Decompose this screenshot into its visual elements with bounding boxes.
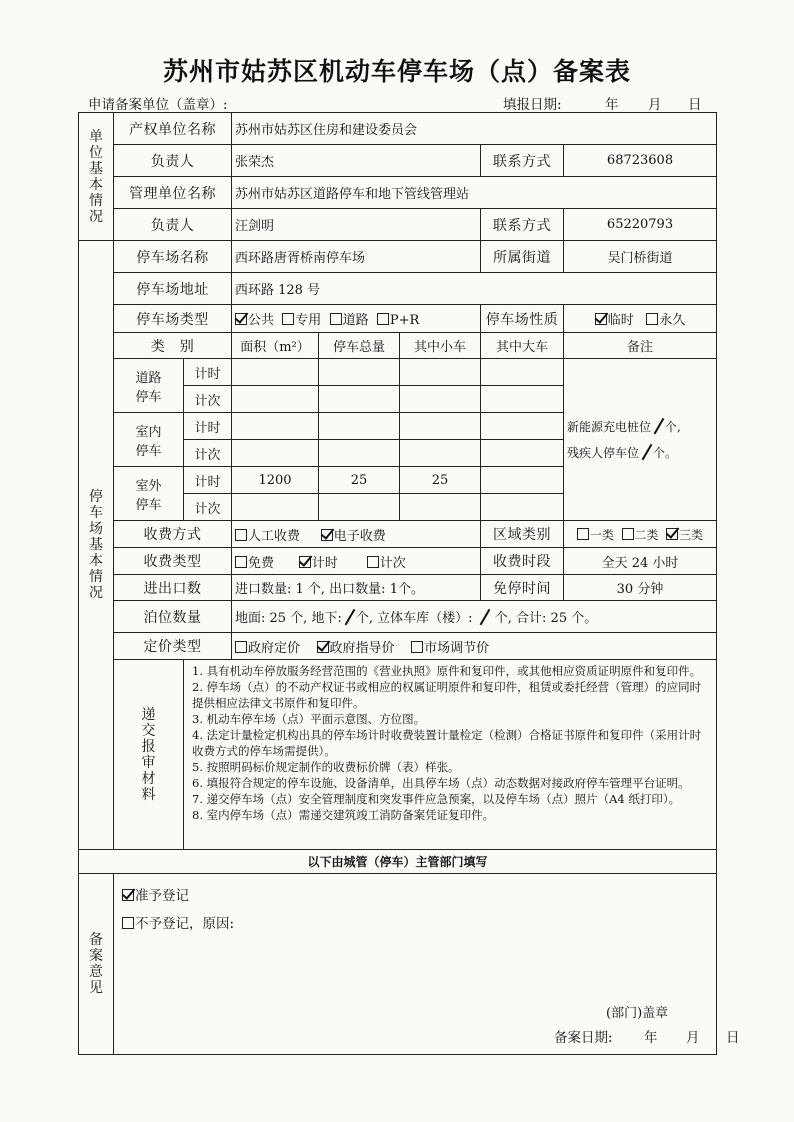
section-materials: 递 交 报 审 材 料 — [114, 660, 184, 850]
reject-label: 不予登记，原因: — [135, 916, 235, 932]
fee-period-value: 全天 24 小时 — [564, 548, 717, 575]
checkbox-gov-price[interactable] — [235, 641, 247, 653]
area-class-label: 区域类别 — [481, 521, 564, 548]
type-p-r-label: P+R — [389, 313, 420, 328]
outdoor-parking-label: 室外 停车 — [114, 467, 184, 521]
street-value: 吴门桥街道 — [564, 241, 717, 273]
large-car-header: 其中大车 — [481, 333, 564, 359]
lot-type-options — [232, 305, 481, 333]
nature-permanent-label: 永久 — [659, 313, 686, 328]
checkbox-gov-guided[interactable] — [317, 641, 329, 653]
checkbox-free[interactable] — [235, 556, 247, 568]
category-header: 类 别 — [114, 333, 232, 359]
filing-day: 日 — [726, 1030, 740, 1046]
checkbox-dedicated[interactable] — [282, 313, 294, 325]
material-item: 6. 填报符合规定的停车设施、设备清单，出具停车场（点）动态数据对接政府停车管理平台证明。 — [192, 776, 690, 790]
berth-label: 泊位数量 — [114, 601, 232, 633]
fee-method-options — [232, 521, 481, 548]
outdoor-timed-label: 计时 — [184, 467, 232, 494]
class-2-label: 二类 — [634, 527, 659, 542]
applicant-label: 申请备案单位（盖章）: — [88, 97, 228, 113]
free-time-value: 30 分钟 — [564, 575, 717, 601]
checkbox-public[interactable] — [235, 313, 247, 325]
manager-contact-value: 65220793 — [564, 209, 717, 241]
manual-fee-label: 人工收费 — [248, 528, 301, 544]
area-header: 面积（m²） — [232, 333, 319, 359]
free-label: 免费 — [248, 555, 275, 571]
form-table — [78, 112, 740, 1055]
manager-person-value: 汪剑明 — [232, 209, 481, 241]
report-month: 月 — [648, 97, 662, 113]
indoor-timed-label: 计时 — [184, 413, 232, 440]
gov-guided-label: 政府指导价 — [329, 640, 395, 656]
owner-label: 产权单位名称 — [114, 113, 232, 145]
checkbox-approve[interactable] — [122, 889, 134, 901]
department-seal-label: (部门)盖章 — [606, 1006, 669, 1021]
lot-name-label: 停车场名称 — [114, 241, 232, 273]
total-header: 停车总量 — [319, 333, 400, 359]
material-item: 4. 法定计量检定机构出具的停车场计时收费装置计量检定（检测）合格证书原件和复印件（采用计时收费方式的停车场需提供）。 — [192, 728, 702, 758]
street-label: 所属街道 — [481, 241, 564, 273]
owner-contact-value: 68723608 — [564, 145, 717, 177]
section-filing-opinion: 备 案 意 见 — [79, 874, 114, 1055]
manager-contact-label: 联系方式 — [481, 209, 564, 241]
report-day: 日 — [688, 97, 702, 113]
type-dedicated-label: 专用 — [295, 313, 322, 328]
checkbox-timed[interactable] — [299, 556, 311, 568]
outdoor-total-value: 25 — [319, 467, 400, 494]
fee-method-label: 收费方式 — [114, 521, 232, 548]
checkbox-p-r[interactable] — [377, 313, 389, 325]
checkbox-class-3[interactable] — [666, 528, 678, 540]
checkbox-market-price[interactable] — [411, 641, 423, 653]
gov-price-label: 政府定价 — [248, 640, 301, 656]
timed-label: 计时 — [311, 555, 338, 571]
remark-header: 备注 — [564, 333, 717, 359]
material-item: 7. 递交停车场（点）安全管理制度和突发事件应急预案，以及停车场（点）照片（A4 纸打印）。 — [192, 792, 681, 806]
nature-temporary-label: 临时 — [607, 313, 634, 328]
electronic-fee-label: 电子收费 — [333, 528, 386, 544]
manager-label: 管理单位名称 — [114, 177, 232, 209]
lot-nature-options — [564, 305, 717, 333]
material-item: 2. 停车场（点）的不动产权证书或相应的权属证明原件和复印件，租赁或委托经营（管理）的应同时提供相应法律文书原件和复印件。 — [192, 680, 702, 710]
small-car-header: 其中小车 — [400, 333, 481, 359]
lot-address-label: 停车场地址 — [114, 273, 232, 305]
section-lot-info: 停 车 场 基 本 情 况 — [79, 241, 114, 850]
type-road-label: 道路 — [342, 313, 369, 328]
checkbox-counted[interactable] — [367, 556, 379, 568]
manager-person-label: 负责人 — [114, 209, 232, 241]
material-item: 3. 机动车停车场（点）平面示意图、方位图。 — [192, 712, 426, 726]
road-timed-label: 计时 — [184, 359, 232, 386]
type-public-label: 公共 — [248, 313, 275, 328]
material-item: 1. 具有机动车停放服务经营范围的《营业执照》原件和复印件，或其他相应资质证明原件和复印件。 — [192, 664, 702, 678]
checkbox-class-2[interactable] — [622, 528, 634, 540]
outdoor-small-value: 25 — [400, 467, 481, 494]
manager-value: 苏州市姑苏区道路停车和地下管线管理站 — [232, 177, 717, 209]
free-time-label: 免停时间 — [481, 575, 564, 601]
material-item: 8. 室内停车场（点）需递交建筑竣工消防备案凭证复印件。 — [192, 808, 495, 822]
checkbox-road[interactable] — [330, 313, 342, 325]
filing-year: 年 — [644, 1030, 658, 1046]
owner-contact-label: 联系方式 — [481, 145, 564, 177]
checkbox-class-1[interactable] — [577, 528, 589, 540]
checkbox-electronic-fee[interactable] — [321, 529, 333, 541]
owner-person-value: 张荣杰 — [232, 145, 481, 177]
checkbox-permanent[interactable] — [646, 313, 658, 325]
counted-label: 计次 — [379, 555, 406, 571]
outdoor-counted-label: 计次 — [184, 494, 232, 521]
filing-opinion-area — [114, 874, 740, 1055]
approve-option — [122, 884, 189, 904]
lot-address-value: 西环路 128 号 — [232, 273, 717, 305]
owner-value: 苏州市姑苏区住房和建设委员会 — [232, 113, 717, 145]
road-parking-label: 道路 停车 — [114, 359, 184, 413]
price-type-label: 定价类型 — [114, 633, 232, 660]
approve-label: 准予登记 — [135, 888, 189, 904]
class-3-label: 三类 — [679, 527, 704, 542]
fee-type-label: 收费类型 — [114, 548, 232, 575]
checkbox-temporary[interactable] — [595, 313, 607, 325]
owner-person-label: 负责人 — [114, 145, 232, 177]
indoor-parking-label: 室内 停车 — [114, 413, 184, 467]
class-1-label: 一类 — [589, 527, 614, 542]
form-title: 苏州市姑苏区机动车停车场（点）备案表 — [162, 57, 631, 86]
fee-type-options — [232, 548, 481, 575]
report-year: 年 — [605, 97, 619, 113]
remark-cell: 新能源充电桩位 个, 残疾人停车位 个。 — [564, 359, 717, 521]
materials-list — [184, 660, 717, 850]
checkbox-manual-fee[interactable] — [235, 529, 247, 541]
area-class-options — [564, 521, 717, 548]
lot-nature-label: 停车场性质 — [481, 305, 564, 333]
reject-option — [122, 912, 234, 932]
lot-name-value: 西环路唐胥桥南停车场 — [232, 241, 481, 273]
fee-period-label: 收费时段 — [481, 548, 564, 575]
indoor-counted-label: 计次 — [184, 440, 232, 467]
checkbox-reject[interactable] — [122, 917, 134, 929]
filing-banner: 以下由城管（停车）主管部门填写 — [79, 850, 717, 874]
road-counted-label: 计次 — [184, 386, 232, 413]
gates-label: 进出口数 — [114, 575, 232, 601]
berth-value: 地面: 25 个, 地下: 个, 立体车库（楼）: 个, 合计: 25 个。 — [232, 601, 717, 633]
filing-month: 月 — [686, 1030, 700, 1046]
section-unit-info: 单 位 基 本 情 况 — [79, 113, 114, 241]
report-date-label: 填报日期: — [503, 97, 562, 113]
market-price-label: 市场调节价 — [424, 640, 490, 656]
gates-value: 进口数量: 1 个, 出口数量: 1个。 — [232, 575, 481, 601]
price-type-options — [232, 633, 717, 660]
material-item: 5. 按照明码标价规定制作的收费标价牌（表）样张。 — [192, 760, 460, 774]
filing-date-label: 备案日期: — [554, 1030, 613, 1046]
outdoor-area-value: 1200 — [232, 467, 319, 494]
lot-type-label: 停车场类型 — [114, 305, 232, 333]
